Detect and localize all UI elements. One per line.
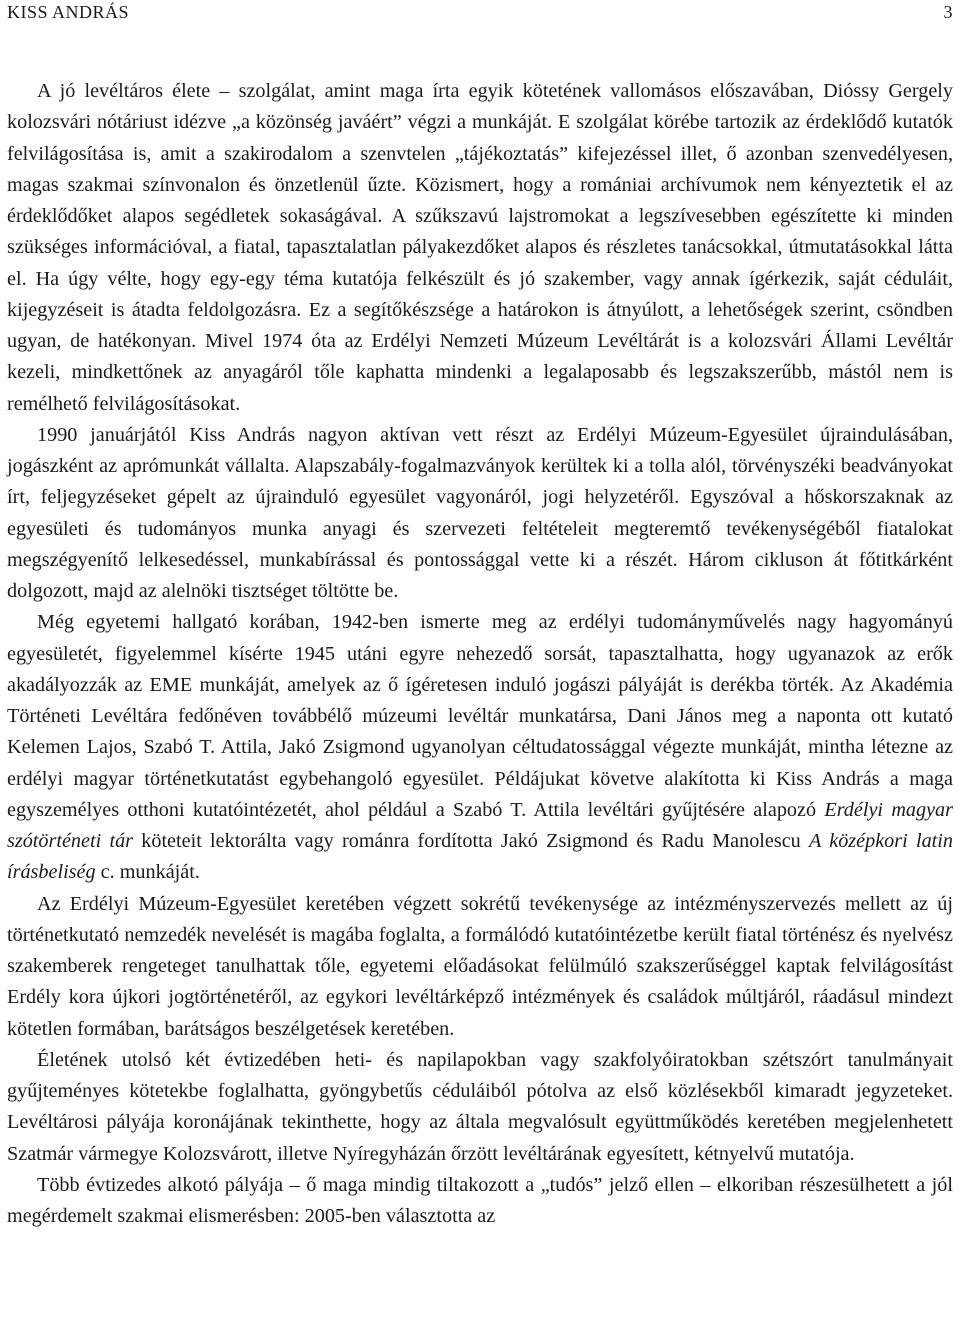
paragraph	[7, 1170, 953, 1233]
paragraph	[7, 607, 953, 888]
text-run: Több évtizedes alkotó pályája – ő maga mindig tiltakozott a „tudós” jelző ellen – elkoriban részesülhetett a jól megérdemelt szakmai elismerésben: 2005-ben választotta az	[7, 1173, 953, 1227]
text-run: Életének utolsó két évtizedében heti- és napilapokban vagy szakfolyóiratokban szétszórt tanulmányait gyűjteményes kötetekbe foglalhatta, gyöngybetűs céduláiból pótolva az első közlésekből kimaradt jegyzeteket. Levéltárosi pályája koronájának tekinthette, hogy az általa megvalósult együttműködés keretében megjelenhetett Szatmár vármegye Kolozsvárott, illetve Nyíregyházán őrzött levéltárának egyesített, kétnyelvű mutatója.	[7, 1048, 953, 1165]
paragraph	[7, 76, 953, 420]
page-number: 3	[943, 2, 953, 22]
running-header	[7, 2, 953, 26]
paragraph	[7, 1045, 953, 1170]
text-run: Az Erdélyi Múzeum-Egyesület keretében végzett sokrétű tevékenysége az intézményszervezés mellett az új történetkutató nemzedék nevelését is magába foglalta, a formálódó kutatóintézetbe került fiatal történész és nyelvész szakemberek rengeteget tanulhattak tőle, egyetemi előadásokat felülmúló szakszerűséggel kaptak felvilágosítást Erdély kora újkori jogtörténetéről, az egykori levéltárképző intézmények és családok múltjáról, ráadásul mindezt kötetlen formában, barátságos beszélgetések keretében.	[7, 892, 953, 1040]
text-run: köteteit lektorálta vagy románra fordította Jakó Zsigmond és Radu Manolescu	[133, 830, 810, 852]
text-run: Még egyetemi hallgató korában, 1942-ben ismerte meg az erdélyi tudományművelés nagy hagyományú egyesületét, figyelemmel kísérte 1945 utáni egyre nehezedő sorsát, tapasztalhatta, hogy ugyanazok az erők akadályozzák az EME munkáját, amelyek az ő ígéretesen induló jogászi pályáját is derékba törték. Az Akadémia Történeti Levéltára fedőnéven továbbélő múzeumi levéltár munkatársa, Dani János meg a naponta ott kutató Kelemen Lajos, Szabó T. Attila, Jakó Zsigmond ugyanolyan céltudatossággal végezte munkáját, mintha létezne az erdélyi magyar történetkutatást egybehangoló egyesület. Példájukat követve alakította ki Kiss András a maga egyszemélyes otthoni kutatóintézetét, ahol például a Szabó T. Attila levéltári gyűjtésére alapozó	[7, 611, 953, 821]
paragraph	[7, 889, 953, 1045]
body-text	[7, 76, 953, 1232]
book-title: Erdélyi magyar szótörténeti tár	[7, 798, 953, 852]
text-run: A jó levéltáros élete – szolgálat, amint maga írta egyik kötetének vallomásos előszavában, Dióssy Gergely kolozsvári nótáriust idézve „a közönség javáért” végzi a munkáját. E szolgálat körébe tartozik az érdeklődő kutatók felvilágosítása is, amit a szakirodalom a szenvtelen „tájékoztatás” kifejezéssel illet, ő azonban szenvedélyesen, magas szakmai színvonalon és önzetlenül űzte. Közismert, hogy a romániai archívumok nem kényeztetik el az érdeklődőket alapos segédletek sokaságával. A szűkszavú lajstromokat a legszívesebben egészítette ki minden szükséges információval, a fiatal, tapasztalatlan pályakezdőket alapos és részletes tanácsokkal, útmutatásokkal látta el. Ha úgy vélte, hogy egy-egy téma kutatója felkészült és jó szakember, vagy annak ígérkezik, saját céduláit, kijegyzéseit is átadta feldolgozásra. Ez a segítőkészsége a határokon is átnyúlott, a lehetőségek szerint, csöndben ugyan, de hatékonyan. Mivel 1974 óta az Erdélyi Nemzeti Múzeum Levéltárát is a kolozsvári Állami Levéltár kezeli, mindkettőnek az anyagáról tőle kaphatta mindenki a legalaposabb és legszakszerűbb, mástól nem is remélhető felvilágosításokat.	[7, 80, 953, 415]
text-run: 1990 januárjától Kiss András nagyon aktívan vett részt az Erdélyi Múzeum-Egyesület újraindulásában, jogászként az aprómunkát vállalta. Alapszabály-fogalmazványok kerültek ki a tolla alól, törvényszéki beadványokat írt, feljegyzéseket gépelt az újrainduló egyesület vagyonáról, jogi helyzetéről. Egyszóval a hőskorszaknak az egyesületi és tudományos munka anyagi és szervezeti feltételeit megteremtő tevékenységéből fiatalokat megszégyenítő lelkesedéssel, munkabírással és pontossággal vette ki a részét. Három cikluson át főtitkárként dolgozott, majd az alelnöki tisztséget töltötte be.	[7, 423, 953, 602]
header-author: KISS ANDRÁS	[7, 2, 130, 22]
paragraph	[7, 420, 953, 608]
text-run: c. munkáját.	[95, 861, 200, 884]
book-title: A középkori latin írásbeliség	[7, 830, 953, 884]
